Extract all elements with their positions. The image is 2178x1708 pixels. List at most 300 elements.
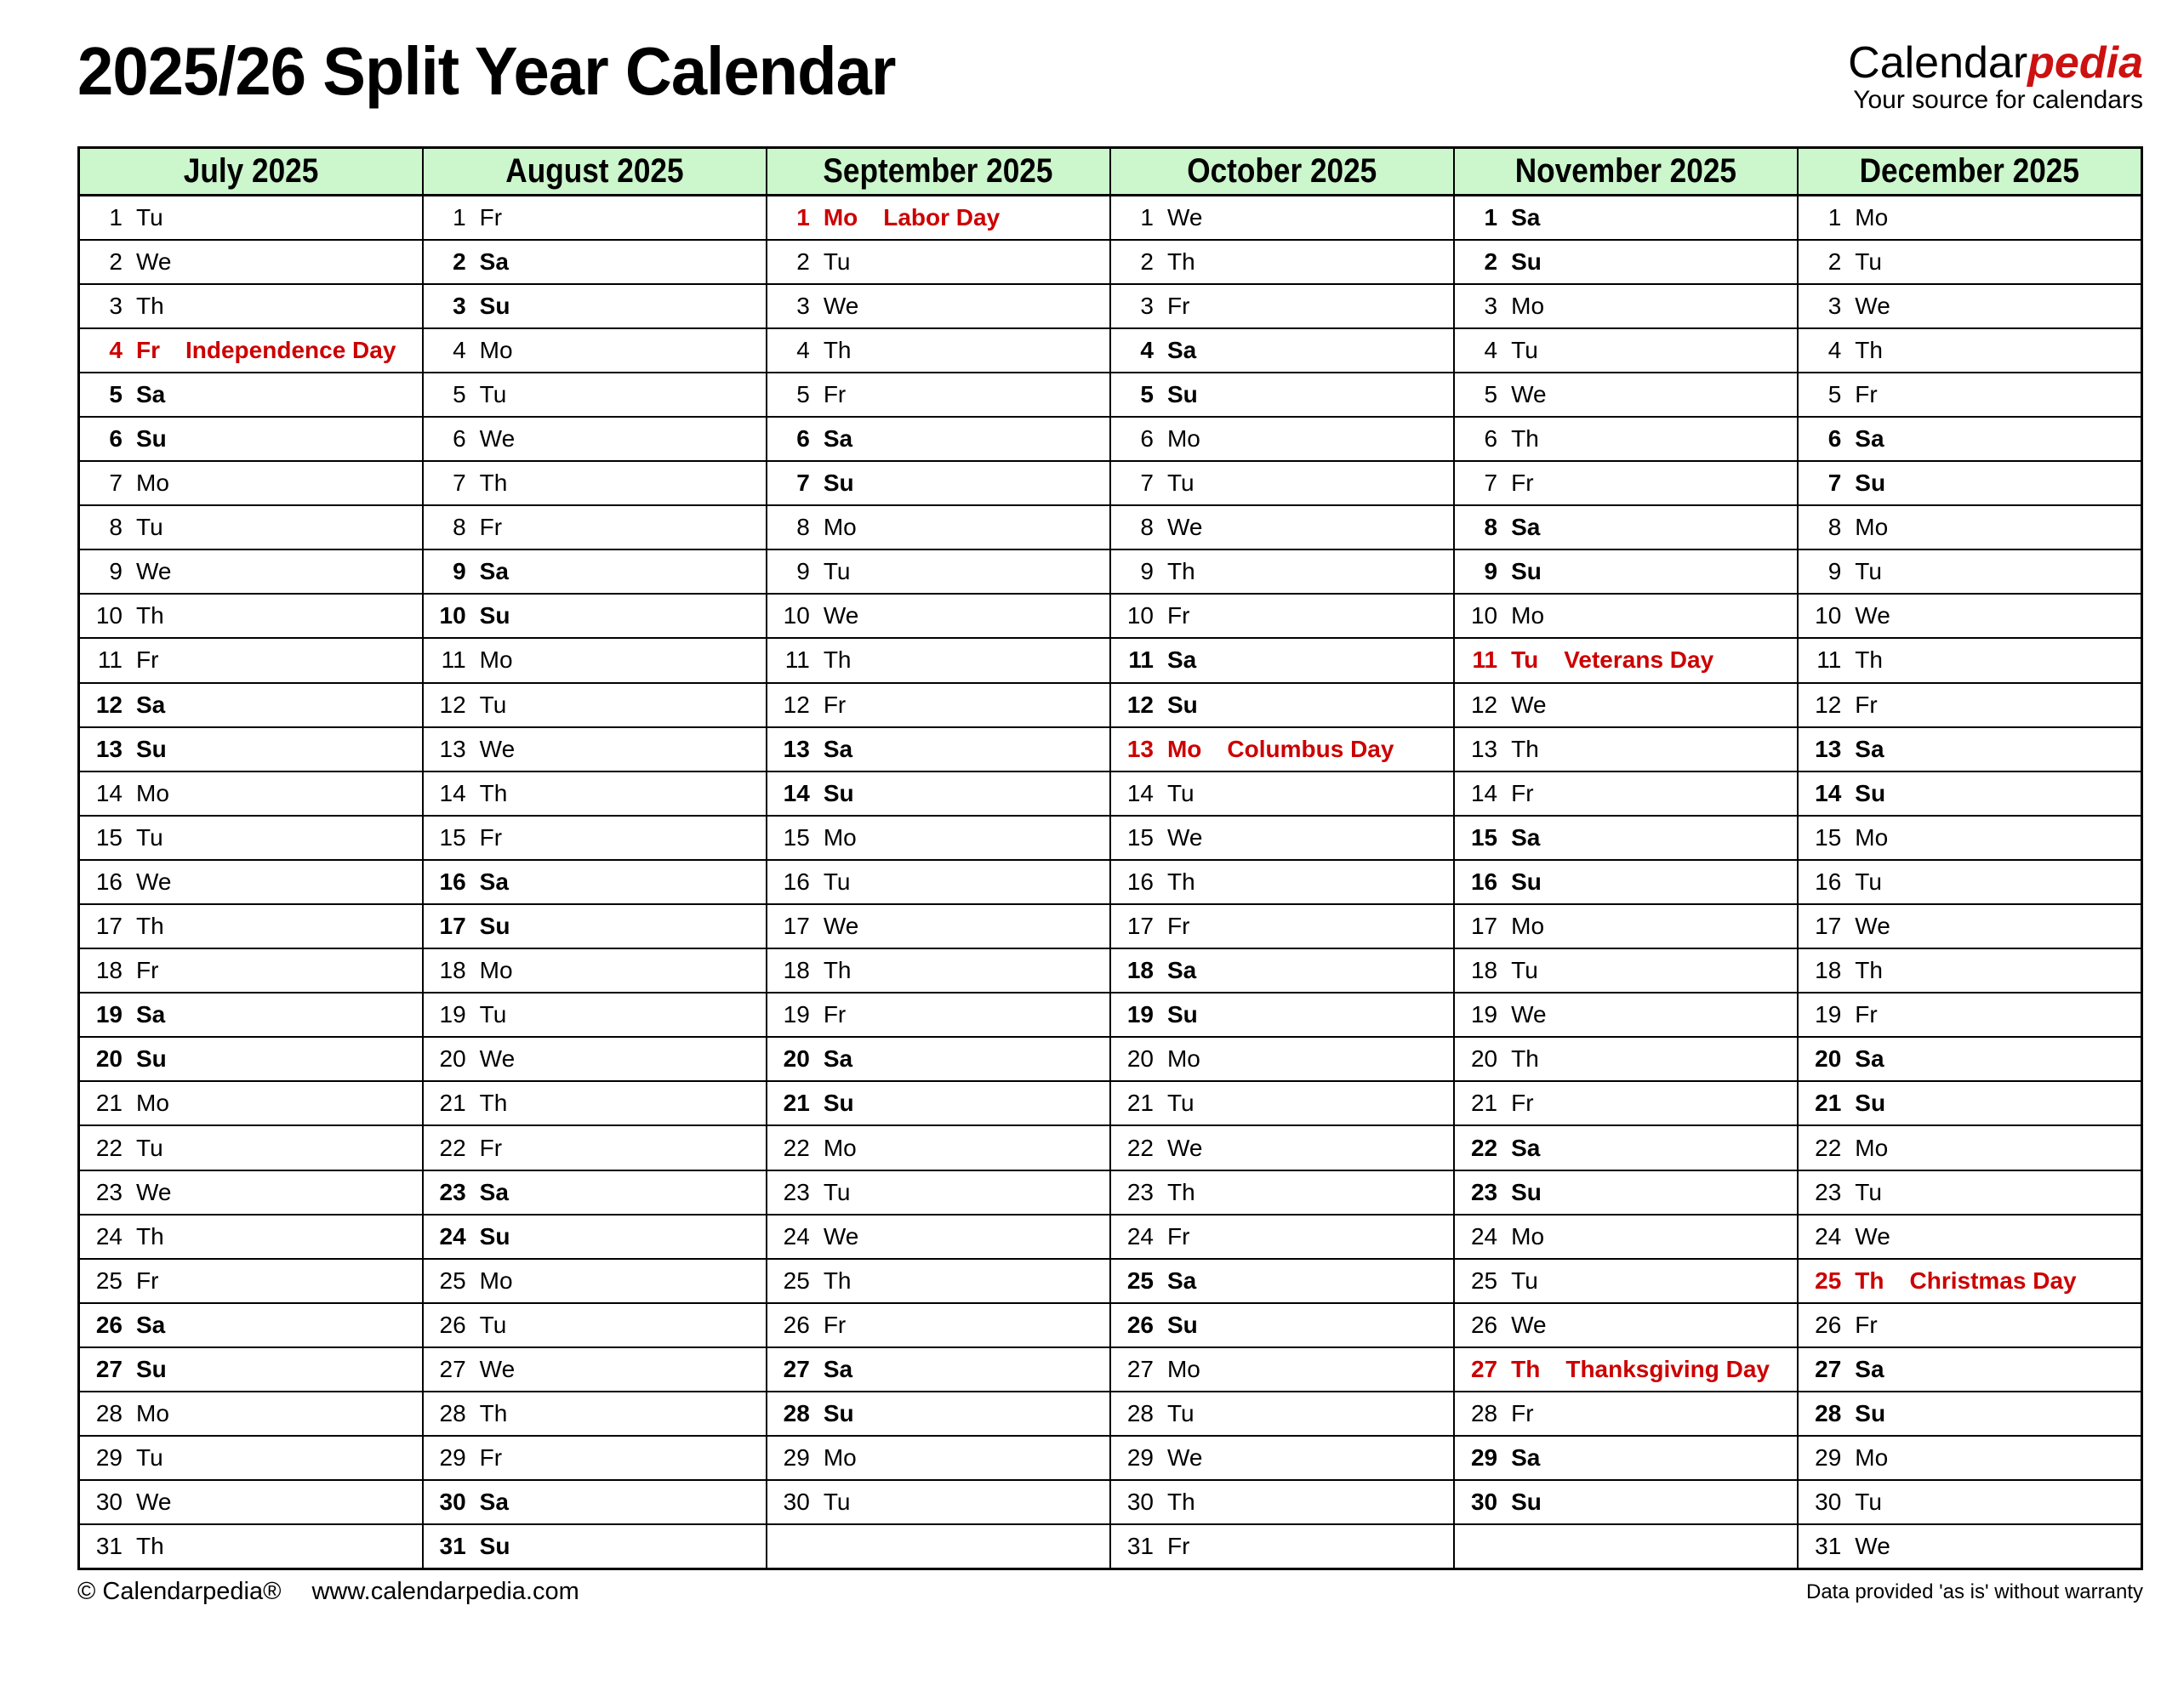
weekday-label: Th — [1166, 558, 1195, 585]
day-number: 19 — [439, 1001, 466, 1028]
day-number: 11 — [784, 646, 810, 674]
weekday-label: Fr — [1511, 1090, 1534, 1117]
day-cell — [767, 417, 1110, 461]
day-cell — [1110, 1436, 1454, 1480]
weekday-label: Fr — [1855, 691, 1878, 718]
day-cell — [1454, 1037, 1798, 1081]
day-number: 30 — [95, 1489, 123, 1516]
day-number: 15 — [1126, 823, 1154, 851]
day-row-6 — [79, 417, 2142, 461]
day-cell — [1110, 284, 1454, 328]
day-number: 9 — [453, 558, 466, 585]
logo-text-calendar: Calendar — [1848, 38, 2028, 88]
day-number: 16 — [1126, 868, 1154, 895]
weekday-label: Su — [1511, 1178, 1542, 1205]
weekday-label: Su — [1855, 779, 1886, 806]
day-number: 26 — [1815, 1311, 1842, 1338]
day-number: 15 — [1470, 823, 1498, 851]
weekday-label: Mo — [479, 1267, 513, 1294]
day-cell — [767, 1436, 1110, 1480]
weekday-label: Mo — [479, 336, 513, 363]
day-number: 28 — [1815, 1400, 1842, 1427]
day-row-18 — [79, 948, 2142, 993]
day-number: 17 — [439, 913, 466, 940]
day-number: 22 — [783, 1134, 810, 1161]
day-number: 18 — [783, 957, 810, 984]
day-cell — [1798, 1081, 2141, 1125]
weekday-label: Su — [136, 425, 167, 453]
day-cell — [79, 1081, 423, 1125]
day-row-30 — [79, 1480, 2142, 1524]
weekday-label: We — [1855, 1222, 1890, 1250]
day-number: 10 — [95, 602, 123, 629]
day-row-27 — [79, 1347, 2142, 1392]
weekday-label: Th — [136, 1533, 164, 1560]
weekday-label: Sa — [1855, 1045, 1884, 1073]
day-row-28 — [79, 1392, 2142, 1436]
day-number: 22 — [439, 1134, 466, 1161]
day-number: 19 — [1126, 1001, 1154, 1028]
weekday-label: Th — [823, 646, 852, 674]
day-cell — [1454, 373, 1798, 417]
day-number: 18 — [1815, 957, 1842, 984]
weekday-label: Th — [1166, 1178, 1195, 1205]
weekday-label: Su — [136, 735, 167, 762]
day-cell — [1798, 461, 2141, 505]
day-cell — [1798, 771, 2141, 816]
day-cell — [1454, 860, 1798, 904]
weekday-label: Sa — [1855, 1355, 1884, 1382]
day-cell — [423, 1347, 767, 1392]
day-cell — [1110, 904, 1454, 948]
weekday-label: Sa — [136, 1001, 166, 1028]
day-cell — [423, 328, 767, 373]
holiday-label: Columbus Day — [1227, 735, 1394, 762]
day-cell — [1798, 1170, 2141, 1215]
day-number: 16 — [1470, 868, 1498, 895]
day-number: 10 — [783, 602, 810, 629]
day-cell — [1454, 1170, 1798, 1215]
day-number: 3 — [109, 292, 123, 319]
weekday-label: Mo — [479, 957, 513, 984]
day-cell — [79, 816, 423, 860]
day-number: 1 — [1140, 203, 1154, 231]
weekday-label: Mo — [1855, 1444, 1889, 1472]
weekday-label: Mo — [1511, 292, 1545, 319]
day-number: 28 — [1126, 1400, 1154, 1427]
weekday-label: Th — [136, 1222, 164, 1250]
weekday-label: Th — [1855, 957, 1883, 984]
weekday-label: Th — [823, 336, 852, 363]
day-cell — [767, 860, 1110, 904]
day-number: 7 — [1484, 470, 1498, 497]
day-cell — [1454, 1259, 1798, 1303]
logo-text-pedia: pedia — [2027, 38, 2143, 88]
day-row-2 — [79, 240, 2142, 284]
day-cell — [1110, 196, 1454, 240]
day-number: 11 — [441, 646, 466, 674]
day-cell — [1110, 948, 1454, 993]
day-cell — [1798, 993, 2141, 1037]
day-number: 12 — [95, 691, 123, 718]
day-number: 25 — [783, 1267, 810, 1294]
weekday-label: Tu — [1166, 1400, 1194, 1427]
weekday-label: Sa — [1166, 336, 1197, 363]
day-cell — [1454, 1125, 1798, 1170]
day-number: 13 — [783, 735, 810, 762]
day-cell — [767, 1215, 1110, 1259]
weekday-label: Fr — [823, 380, 847, 407]
day-cell — [1454, 417, 1798, 461]
day-cell — [1110, 1303, 1454, 1347]
day-number: 4 — [796, 336, 810, 363]
day-number: 9 — [109, 558, 123, 585]
weekday-label: We — [823, 602, 859, 629]
day-cell — [1454, 549, 1798, 594]
weekday-label: Th — [479, 1400, 508, 1427]
day-number: 18 — [1126, 957, 1154, 984]
day-number: 23 — [439, 1178, 466, 1205]
day-number: 6 — [1140, 425, 1154, 453]
day-number: 17 — [1470, 913, 1498, 940]
day-number: 30 — [1815, 1489, 1842, 1516]
day-number: 20 — [1470, 1045, 1498, 1073]
day-cell — [767, 816, 1110, 860]
weekday-label: Tu — [1855, 558, 1882, 585]
day-cell — [1110, 1347, 1454, 1392]
day-number: 29 — [95, 1444, 123, 1472]
day-row-31 — [79, 1524, 2142, 1569]
weekday-label: Mo — [1511, 1222, 1545, 1250]
day-number: 5 — [796, 380, 810, 407]
weekday-label: Su — [823, 779, 854, 806]
weekday-label: Sa — [823, 1045, 853, 1073]
month-header-october-2025: October 2025 — [1110, 148, 1454, 196]
weekday-label: Su — [1166, 1311, 1198, 1338]
weekday-label: Fr — [136, 646, 159, 674]
day-number: 31 — [439, 1533, 466, 1560]
day-cell — [423, 1480, 767, 1524]
day-cell — [1798, 373, 2141, 417]
day-number: 11 — [97, 646, 123, 674]
weekday-label: Sa — [1855, 425, 1884, 453]
weekday-label: We — [1511, 1311, 1547, 1338]
day-number: 21 — [1815, 1090, 1842, 1117]
weekday-label: Sa — [479, 558, 509, 585]
day-number: 10 — [1126, 602, 1154, 629]
weekday-label: Tu — [823, 558, 851, 585]
day-number: 4 — [1140, 336, 1154, 363]
weekday-label: We — [136, 1489, 172, 1516]
day-cell — [1454, 1081, 1798, 1125]
weekday-label: Mo — [1166, 425, 1200, 453]
weekday-label: Mo — [823, 823, 857, 851]
day-number: 17 — [1126, 913, 1154, 940]
day-cell — [767, 505, 1110, 549]
weekday-label: Sa — [823, 735, 853, 762]
calendar-header — [79, 148, 2142, 196]
day-cell — [79, 196, 423, 240]
day-number: 17 — [783, 913, 810, 940]
weekday-label: Fr — [823, 691, 847, 718]
month-header-august-2025: August 2025 — [423, 148, 767, 196]
weekday-label: Su — [1511, 868, 1542, 895]
weekday-label: Tu — [1511, 957, 1538, 984]
day-cell — [1110, 638, 1454, 682]
day-cell — [1798, 1524, 2141, 1569]
weekday-label: Tu — [136, 1134, 163, 1161]
day-cell — [1454, 328, 1798, 373]
day-cell — [767, 1125, 1110, 1170]
weekday-label: Mo — [1855, 514, 1889, 541]
day-cell — [423, 1259, 767, 1303]
weekday-label: Mo — [136, 1400, 169, 1427]
day-number: 21 — [439, 1090, 466, 1117]
day-number: 3 — [1484, 292, 1498, 319]
day-cell — [423, 1303, 767, 1347]
day-cell — [1454, 461, 1798, 505]
weekday-label: We — [479, 735, 516, 762]
day-row-11 — [79, 638, 2142, 682]
day-cell — [1454, 1303, 1798, 1347]
day-number: 12 — [1815, 691, 1842, 718]
day-number: 19 — [783, 1001, 810, 1028]
day-number: 21 — [95, 1090, 123, 1117]
day-cell — [423, 771, 767, 816]
day-cell — [1798, 328, 2141, 373]
weekday-label: Fr — [136, 1267, 159, 1294]
day-cell — [423, 1170, 767, 1215]
day-number: 2 — [1484, 248, 1498, 275]
day-cell — [1454, 1347, 1798, 1392]
day-row-13 — [79, 727, 2142, 771]
day-cell — [767, 1037, 1110, 1081]
day-row-24 — [79, 1215, 2142, 1259]
day-row-26 — [79, 1303, 2142, 1347]
empty-cell — [1454, 1524, 1798, 1569]
weekday-label: Sa — [1511, 203, 1541, 231]
day-cell — [1798, 1392, 2141, 1436]
day-cell — [1110, 505, 1454, 549]
day-cell — [1454, 993, 1798, 1037]
day-cell — [423, 816, 767, 860]
day-cell — [79, 1170, 423, 1215]
weekday-label: Su — [136, 1355, 167, 1382]
weekday-label: We — [136, 1178, 172, 1205]
weekday-label: We — [823, 1222, 859, 1250]
day-cell — [79, 461, 423, 505]
day-number: 7 — [1827, 470, 1842, 497]
day-cell — [1798, 284, 2141, 328]
day-number: 14 — [783, 779, 810, 806]
day-row-25 — [79, 1259, 2142, 1303]
day-number: 18 — [95, 957, 123, 984]
day-number: 31 — [1126, 1533, 1154, 1560]
day-number: 31 — [95, 1533, 123, 1560]
day-number: 8 — [1140, 514, 1154, 541]
day-number: 21 — [1126, 1090, 1154, 1117]
day-cell — [1110, 860, 1454, 904]
weekday-label: We — [1855, 913, 1890, 940]
day-number: 1 — [453, 203, 466, 231]
day-number: 1 — [109, 203, 123, 231]
day-cell — [1110, 771, 1454, 816]
day-number: 30 — [439, 1489, 466, 1516]
day-number: 20 — [1126, 1045, 1154, 1073]
weekday-label: Mo — [823, 514, 857, 541]
header-bar — [77, 33, 2143, 122]
day-cell — [767, 1480, 1110, 1524]
weekday-label: Fr — [1855, 380, 1878, 407]
day-cell — [1454, 727, 1798, 771]
day-cell — [1798, 1480, 2141, 1524]
day-number: 15 — [95, 823, 123, 851]
weekday-label: Tu — [136, 514, 163, 541]
day-cell — [79, 417, 423, 461]
day-cell — [767, 1303, 1110, 1347]
weekday-label: Th — [1855, 646, 1883, 674]
day-number: 4 — [109, 336, 123, 363]
weekday-label: Fr — [1511, 779, 1534, 806]
day-number: 12 — [439, 691, 466, 718]
weekday-label: Su — [479, 913, 510, 940]
weekday-label: Fr — [136, 957, 159, 984]
day-cell — [1110, 1170, 1454, 1215]
day-number: 5 — [1140, 380, 1154, 407]
day-number: 9 — [796, 558, 810, 585]
weekday-label: We — [1511, 691, 1547, 718]
day-cell — [1454, 284, 1798, 328]
weekday-label: Su — [1855, 1400, 1886, 1427]
day-cell — [1110, 594, 1454, 638]
day-number: 13 — [95, 735, 123, 762]
day-number: 2 — [796, 248, 810, 275]
day-number: 6 — [109, 425, 123, 453]
footer-website: www.calendarpedia.com — [311, 1577, 579, 1605]
day-number: 27 — [439, 1355, 466, 1382]
weekday-label: Th — [1855, 1267, 1884, 1294]
day-number: 21 — [1470, 1090, 1498, 1117]
day-cell — [79, 1125, 423, 1170]
day-cell — [1798, 904, 2141, 948]
day-number: 2 — [453, 248, 466, 275]
day-number: 10 — [1470, 602, 1498, 629]
weekday-label: Mo — [1511, 602, 1545, 629]
day-cell — [767, 461, 1110, 505]
weekday-label: Th — [136, 292, 164, 319]
weekday-label: We — [479, 425, 516, 453]
day-row-17 — [79, 904, 2142, 948]
weekday-label: Th — [1511, 1355, 1541, 1382]
weekday-label: Su — [479, 1533, 510, 1560]
day-number: 9 — [1827, 558, 1842, 585]
day-number: 25 — [439, 1267, 466, 1294]
day-row-21 — [79, 1081, 2142, 1125]
day-number: 8 — [1827, 514, 1842, 541]
day-cell — [1110, 683, 1454, 727]
day-cell — [1798, 1347, 2141, 1392]
day-cell — [1454, 948, 1798, 993]
day-cell — [1110, 1215, 1454, 1259]
weekday-label: Th — [1511, 735, 1539, 762]
weekday-label: Mo — [1511, 913, 1545, 940]
day-cell — [423, 1081, 767, 1125]
day-number: 6 — [796, 425, 810, 453]
day-cell — [767, 1170, 1110, 1215]
weekday-label: Sa — [136, 1311, 166, 1338]
day-cell — [79, 373, 423, 417]
day-number: 29 — [1815, 1444, 1842, 1472]
day-cell — [1110, 1480, 1454, 1524]
weekday-label: Tu — [479, 1311, 507, 1338]
weekday-label: Sa — [823, 1355, 853, 1382]
weekday-label: We — [479, 1045, 516, 1073]
day-number: 9 — [1140, 558, 1154, 585]
day-number: 26 — [1126, 1311, 1154, 1338]
day-cell — [1110, 993, 1454, 1037]
day-cell — [767, 1347, 1110, 1392]
weekday-label: We — [479, 1355, 516, 1382]
day-row-9 — [79, 549, 2142, 594]
weekday-label: Mo — [479, 646, 513, 674]
weekday-label: Tu — [1166, 470, 1194, 497]
weekday-label: Tu — [1166, 1090, 1194, 1117]
day-number: 27 — [1470, 1355, 1498, 1382]
weekday-label: We — [1855, 1533, 1890, 1560]
weekday-label: We — [1855, 602, 1890, 629]
day-row-8 — [79, 505, 2142, 549]
footer-copyright-line — [77, 1578, 579, 1606]
weekday-label: Mo — [136, 1090, 169, 1117]
day-number: 7 — [109, 470, 123, 497]
day-number: 26 — [783, 1311, 810, 1338]
day-number: 25 — [1126, 1267, 1154, 1294]
day-number: 18 — [1470, 957, 1498, 984]
day-number: 10 — [1815, 602, 1842, 629]
day-number: 5 — [1484, 380, 1498, 407]
day-number: 31 — [1815, 1533, 1842, 1560]
day-number: 7 — [1140, 470, 1154, 497]
weekday-label: Su — [1511, 248, 1542, 275]
weekday-label: Fr — [823, 1311, 847, 1338]
day-cell — [79, 683, 423, 727]
day-number: 6 — [1827, 425, 1842, 453]
day-row-1 — [79, 196, 2142, 240]
weekday-label: We — [1166, 1444, 1203, 1472]
weekday-label: Sa — [823, 425, 853, 453]
day-cell — [767, 1259, 1110, 1303]
weekday-label: Th — [136, 602, 164, 629]
day-number: 20 — [1815, 1045, 1842, 1073]
day-number: 3 — [1140, 292, 1154, 319]
day-number: 19 — [1470, 1001, 1498, 1028]
weekday-label: Th — [1166, 868, 1195, 895]
day-cell — [423, 1436, 767, 1480]
day-number: 8 — [109, 514, 123, 541]
weekday-label: Th — [1511, 1045, 1539, 1073]
weekday-label: Th — [479, 470, 508, 497]
weekday-label: Mo — [1855, 823, 1889, 851]
day-number: 30 — [1126, 1489, 1154, 1516]
day-cell — [79, 1303, 423, 1347]
day-cell — [767, 240, 1110, 284]
calendar-body — [79, 196, 2142, 1569]
weekday-label: Th — [1166, 248, 1195, 275]
day-cell — [79, 549, 423, 594]
day-cell — [1110, 328, 1454, 373]
day-number: 28 — [439, 1400, 466, 1427]
weekday-label: Su — [1166, 380, 1198, 407]
